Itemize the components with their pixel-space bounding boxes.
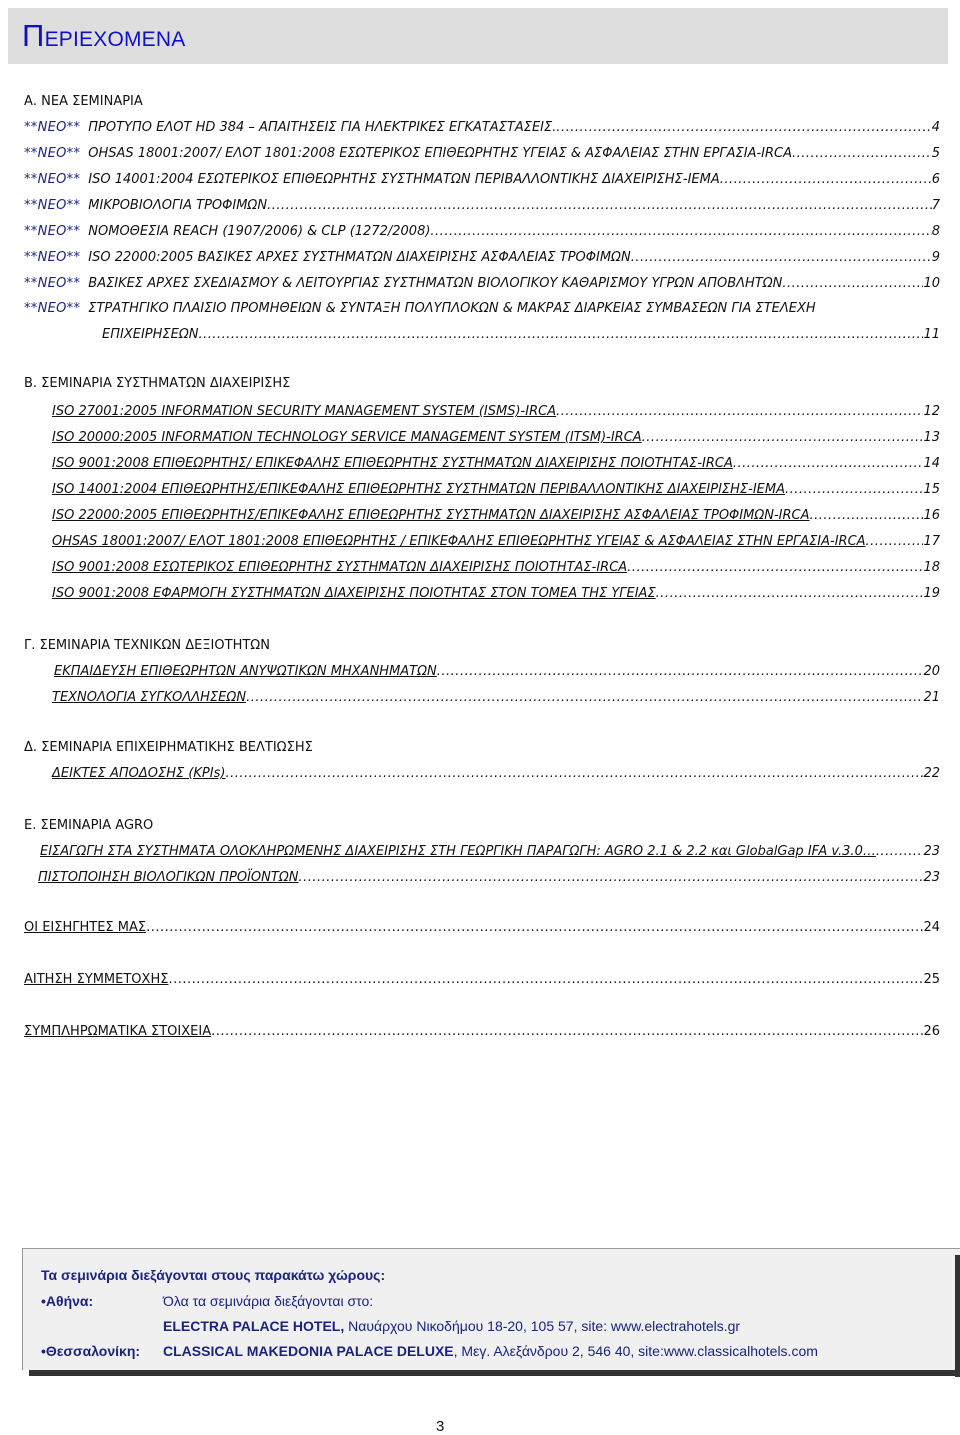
toc-entry[interactable] [38, 870, 940, 885]
dot-leader [211, 1024, 923, 1039]
dot-leader [225, 766, 923, 781]
toc-page-number: 17 [923, 534, 940, 549]
toc-page-number: 14 [923, 456, 940, 471]
section-heading: Α. ΝΕΑ ΣΕΜΙΝΑΡΙΑ [24, 94, 143, 109]
new-tag: **ΝΕΟ** [24, 301, 81, 316]
toc-entry[interactable] [52, 508, 940, 523]
dot-leader [720, 172, 932, 187]
toc-entry-title: ΠΙΣΤΟΠΟΙΗΣΗ ΒΙΟΛΟΓΙΚΩΝ ΠΡΟΪΟΝΤΩΝ [38, 870, 299, 885]
box-shadow-bottom [29, 1370, 960, 1376]
toc-entry[interactable] [52, 560, 940, 575]
toc-entry[interactable] [24, 146, 940, 161]
toc-entry[interactable] [52, 586, 940, 601]
toc-page-number: 22 [923, 766, 940, 781]
toc-page-number: 25 [923, 972, 940, 987]
toc-page-number: 12 [923, 404, 940, 419]
title-rest: ΕΡΙΕΧΟΜΕΝΑ [44, 28, 186, 51]
dot-leader [556, 120, 931, 135]
toc-entry-title: ISO 20000:2005 INFORMATION TECHNOLOGY SERVICE MANAGEMENT SYSTEM (ITSM)-IRCA [52, 430, 642, 445]
toc-page-number: 11 [923, 327, 940, 342]
toc-entry-title: ΕΠΙΧΕΙΡΗΣΕΩΝ [102, 327, 199, 342]
toc-page-number: 9 [931, 250, 940, 265]
toc-entry-title: ISO 9001:2008 ΕΣΩΤΕΡΙΚΟΣ ΕΠΙΘΕΩΡΗΤΗΣ ΣΥΣΤΗΜΑΤΩΝ ΔΙΑΧΕΙΡΙΣΗΣ ΠΟΙΟΤΗΤΑΣ-IRCA [52, 560, 628, 575]
toc-entry-title: ΒΑΣΙΚΕΣ ΑΡΧΕΣ ΣΧΕΔΙΑΣΜΟΥ & ΛΕΙΤΟΥΡΓΙΑΣ ΣΥΣΤΗΜΑΤΩΝ ΒΙΟΛΟΓΙΚΟΥ ΚΑΘΑΡΙΣΜΟΥ ΥΓΡΩΝ ΑΠΟΒΛΗΤΩΝ [88, 276, 783, 291]
toc-entry[interactable] [52, 430, 940, 445]
toc-entry[interactable] [52, 766, 940, 781]
toc-entry[interactable] [52, 534, 940, 549]
toc-page-number: 4 [931, 120, 940, 135]
toc-entry[interactable] [24, 276, 940, 291]
dot-leader [246, 690, 923, 705]
toc-page-number: 13 [923, 430, 940, 445]
toc-entry-title: OHSAS 18001:2007/ ΕΛΟΤ 1801:2008 ΕΣΩΤΕΡΙΚΟΣ ΕΠΙΘΕΩΡΗΤΗΣ ΥΓΕΙΑΣ & ΑΣΦΑΛΕΙΑΣ ΣΤΗΝ ΕΡΓΑΣΙΑ-IRCA [88, 146, 793, 161]
dot-leader [437, 664, 924, 679]
toc-entry[interactable] [52, 482, 940, 497]
toc-extra-entry[interactable] [24, 920, 940, 935]
toc-entry-title: ISO 9001:2008 ΕΠΙΘΕΩΡΗΤΗΣ/ ΕΠΙΚΕΦΑΛΗΣ ΕΠΙΘΕΩΡΗΤΗΣ ΣΥΣΤΗΜΑΤΩΝ ΔΙΑΧΕΙΡΙΣΗΣ ΠΟΙΟΤΗΤΑΣ-IRCA [52, 456, 733, 471]
venue-headline: Τα σεμινάρια διεξάγονται στους παρακάτω χώρους: [41, 1267, 386, 1283]
toc-entry-title: ISO 22000:2005 ΒΑΣΙΚΕΣ ΑΡΧΕΣ ΣΥΣΤΗΜΑΤΩΝ ΔΙΑΧΕΙΡΙΣΗΣ ΑΣΦΑΛΕΙΑΣ ΤΡΟΦΙΜΩΝ [88, 250, 631, 265]
toc-title-bar [8, 8, 948, 64]
dot-leader [866, 534, 924, 549]
dot-leader [642, 430, 924, 445]
toc-entry-title: ISO 14001:2004 ΕΠΙΘΕΩΡΗΤΗΣ/ΕΠΙΚΕΦΑΛΗΣ ΕΠΙΘΕΩΡΗΤΗΣ ΣΥΣΤΗΜΑΤΩΝ ΠΕΡΙΒΑΛΛΟΝΤΙΚΗΣ ΔΙΑΧΕΙΡΙΣΗΣ-ΙΕΜΑ [52, 482, 785, 497]
toc-page-number: 21 [923, 690, 940, 705]
thessaloniki-address: , Μεγ. Αλεξάνδρου 2, 546 40, site:www.classicalhotels.com [453, 1343, 818, 1359]
toc-entry-title: ISO 9001:2008 ΕΦΑΡΜΟΓΗ ΣΥΣΤΗΜΑΤΩΝ ΔΙΑΧΕΙΡΙΣΗΣ ΠΟΙΟΤΗΤΑΣ ΣΤΟΝ ΤΟΜΕΑ ΤΗΣ ΥΓΕΙΑΣ [52, 586, 656, 601]
new-tag: **ΝΕΟ** [24, 276, 81, 291]
dot-leader [627, 560, 923, 575]
dot-leader [785, 482, 923, 497]
section-heading: Δ. ΣΕΜΙΝΑΡΙΑ ΕΠΙΧΕΙΡΗΜΑΤΙΚΗΣ ΒΕΛΤΙΩΣΗΣ [24, 740, 313, 755]
toc-entry-title: ΤΕΧΝΟΛΟΓΙΑ ΣΥΓΚΟΛΛΗΣΕΩΝ [52, 690, 247, 705]
new-tag: **ΝΕΟ** [24, 250, 81, 265]
toc-entry[interactable] [54, 664, 940, 679]
toc-page-number: 20 [923, 664, 940, 679]
dot-leader [146, 920, 923, 935]
dot-leader [782, 276, 923, 291]
toc-entry[interactable] [102, 327, 940, 342]
toc-extra-entry[interactable] [24, 1024, 940, 1039]
toc-entry-title: ΜΙΚΡΟΒΙΟΛΟΓΙΑ ΤΡΟΦΙΜΩΝ [88, 198, 268, 213]
toc-page-number: 18 [923, 560, 940, 575]
section-heading: Β. ΣΕΜΙΝΑΡΙΑ ΣΥΣΤΗΜΑΤΩΝ ΔΙΑΧΕΙΡΙΣΗΣ [24, 376, 291, 391]
toc-entry-title: ΟΙ ΕΙΣΗΓΗΤΕΣ ΜΑΣ [24, 920, 147, 935]
section-heading: Γ. ΣΕΜΙΝΑΡΙΑ ΤΕΧΝΙΚΩΝ ΔΕΞΙΟΤΗΤΩΝ [24, 638, 270, 653]
toc-entry[interactable] [24, 250, 940, 265]
toc-entry-title: ΣΤΡΑΤΗΓΙΚΟ ΠΛΑΙΣΙΟ ΠΡΟΜΗΘΕΙΩΝ & ΣΥΝΤΑΞΗ ΠΟΛΥΠΛΟΚΩΝ & ΜΑΚΡΑΣ ΔΙΑΡΚΕΙΑΣ ΣΥΜΒΑΣΕΩΝ ΓΙΑ ΣΤΕΛΕΧΗ [88, 301, 816, 316]
toc-page-number: 15 [923, 482, 940, 497]
thessaloniki-hotel: CLASSICAL MAKEDONIA PALACE DELUXE [163, 1343, 454, 1359]
toc-entry[interactable] [24, 172, 940, 187]
toc-entry-title: ΝΟΜΟΘΕΣΙΑ REACH (1907/2006) & CLP (1272/2008) [88, 224, 431, 239]
toc-page-number: 23 [923, 870, 940, 885]
toc-page-number: 19 [923, 586, 940, 601]
new-tag: **ΝΕΟ** [24, 120, 81, 135]
toc-page-number: 7 [931, 198, 940, 213]
box-shadow-right [955, 1255, 960, 1377]
toc-entry[interactable] [24, 301, 940, 316]
dot-leader [876, 844, 924, 859]
dot-leader [792, 146, 932, 161]
dot-leader [733, 456, 924, 471]
toc-page-number: 23 [923, 844, 940, 859]
toc-page-number: 16 [923, 508, 940, 523]
athens-venue [163, 1318, 740, 1334]
athens-hotel: ELECTRA PALACE HOTEL, [163, 1318, 345, 1334]
toc-entry-title: ISO 14001:2004 ΕΣΩΤΕΡΙΚΟΣ ΕΠΙΘΕΩΡΗΤΗΣ ΣΥΣΤΗΜΑΤΩΝ ΠΕΡΙΒΑΛΛΟΝΤΙΚΗΣ ΔΙΑΧΕΙΡΙΣΗΣ-ΙΕΜΑ [88, 172, 720, 187]
toc-entry-title: ΣΥΜΠΛΗΡΩΜΑΤΙΚΑ ΣΤΟΙΧΕΙΑ [24, 1024, 212, 1039]
dot-leader [631, 250, 932, 265]
toc-page-number: 10 [923, 276, 940, 291]
toc-entry[interactable] [24, 224, 940, 239]
toc-entry[interactable] [24, 120, 940, 135]
toc-entry-title: ΕΚΠΑΙΔΕΥΣΗ ΕΠΙΘΕΩΡΗΤΩΝ ΑΝΥΨΩΤΙΚΩΝ ΜΗΧΑΝΗΜΑΤΩΝ [54, 664, 437, 679]
toc-page-number: 8 [931, 224, 940, 239]
new-tag: **ΝΕΟ** [24, 198, 81, 213]
athens-address: Ναυάρχου Νικοδήμου 18-20, 105 57, site: www.electrahotels.gr [344, 1318, 741, 1334]
dot-leader [430, 224, 931, 239]
new-tag: **ΝΕΟ** [24, 172, 81, 187]
page-number: 3 [436, 1418, 445, 1435]
dot-leader [556, 404, 923, 419]
toc-entry-title: ISO 27001:2005 INFORMATION SECURITY MANAGEMENT SYSTEM (ISMS)-IRCA [52, 404, 557, 419]
page-title [22, 18, 185, 54]
dot-leader [810, 508, 924, 523]
title-initial: Π [22, 18, 45, 53]
toc-page-number: 26 [923, 1024, 940, 1039]
athens-label: •Αθήνα: [41, 1293, 94, 1309]
dot-leader [656, 586, 924, 601]
toc-entry-title: OHSAS 18001:2007/ ΕΛΟΤ 1801:2008 ΕΠΙΘΕΩΡΗΤΗΣ / ΕΠΙΚΕΦΑΛΗΣ ΕΠΙΘΕΩΡΗΤΗΣ ΥΓΕΙΑΣ & ΑΣΦΑΛΕΙΑΣ ΣΤΗΝ ΕΡΓΑΣΙΑ-IRCA [52, 534, 866, 549]
toc-entry[interactable] [40, 844, 940, 859]
thessaloniki-label: •Θεσσαλονίκη: [41, 1343, 141, 1359]
toc-entry[interactable] [52, 690, 940, 705]
dot-leader [267, 198, 932, 213]
toc-entry[interactable] [52, 456, 940, 471]
toc-entry-title: ΕΙΣΑΓΩΓΗ ΣΤΑ ΣΥΣΤΗΜΑΤΑ ΟΛΟΚΛΗΡΩΜΕΝΗΣ ΔΙΑΧΕΙΡΙΣΗΣ ΣΤΗ ΓΕΩΡΓΙΚΗ ΠΑΡΑΓΩΓΗ: AGRO 2.1 & 2.2 και GlobalGap IFA v.3.0… [40, 844, 876, 859]
toc-page-number: 24 [923, 920, 940, 935]
toc-entry[interactable] [52, 404, 940, 419]
toc-entry-title: ΠΡΟΤΥΠΟ ΕΛΟΤ HD 384 – ΑΠΑΙΤΗΣΕΙΣ ΓΙΑ ΗΛΕΚΤΡΙΚΕΣ ΕΓΚΑΤΑΣΤΑΣΕΙΣ. [88, 120, 557, 135]
new-tag: **ΝΕΟ** [24, 146, 81, 161]
venue-info-box [22, 1248, 960, 1370]
toc-entry[interactable] [24, 198, 940, 213]
dot-leader [198, 327, 923, 342]
dot-leader [298, 870, 923, 885]
toc-page-number: 6 [931, 172, 940, 187]
athens-intro: Όλα τα σεμινάρια διεξάγονται στο: [163, 1293, 374, 1309]
thessaloniki-venue [163, 1343, 818, 1359]
new-tag: **ΝΕΟ** [24, 224, 81, 239]
section-heading: Ε. ΣΕΜΙΝΑΡΙΑ AGRO [24, 818, 154, 833]
toc-entry-title: ISO 22000:2005 ΕΠΙΘΕΩΡΗΤΗΣ/ΕΠΙΚΕΦΑΛΗΣ ΕΠΙΘΕΩΡΗΤΗΣ ΣΥΣΤΗΜΑΤΩΝ ΔΙΑΧΕΙΡΙΣΗΣ ΑΣΦΑΛΕΙΑΣ ΤΡΟΦΙΜΩΝ-IRCA [52, 508, 810, 523]
toc-entry-title: ΑΙΤΗΣΗ ΣΥΜΜΕΤΟΧΗΣ [24, 972, 169, 987]
toc-entry-title: ΔΕΙΚΤΕΣ ΑΠΟΔΟΣΗΣ (KPIs) [52, 766, 226, 781]
toc-page-number: 5 [931, 146, 940, 161]
toc-extra-entry[interactable] [24, 972, 940, 987]
dot-leader [168, 972, 923, 987]
